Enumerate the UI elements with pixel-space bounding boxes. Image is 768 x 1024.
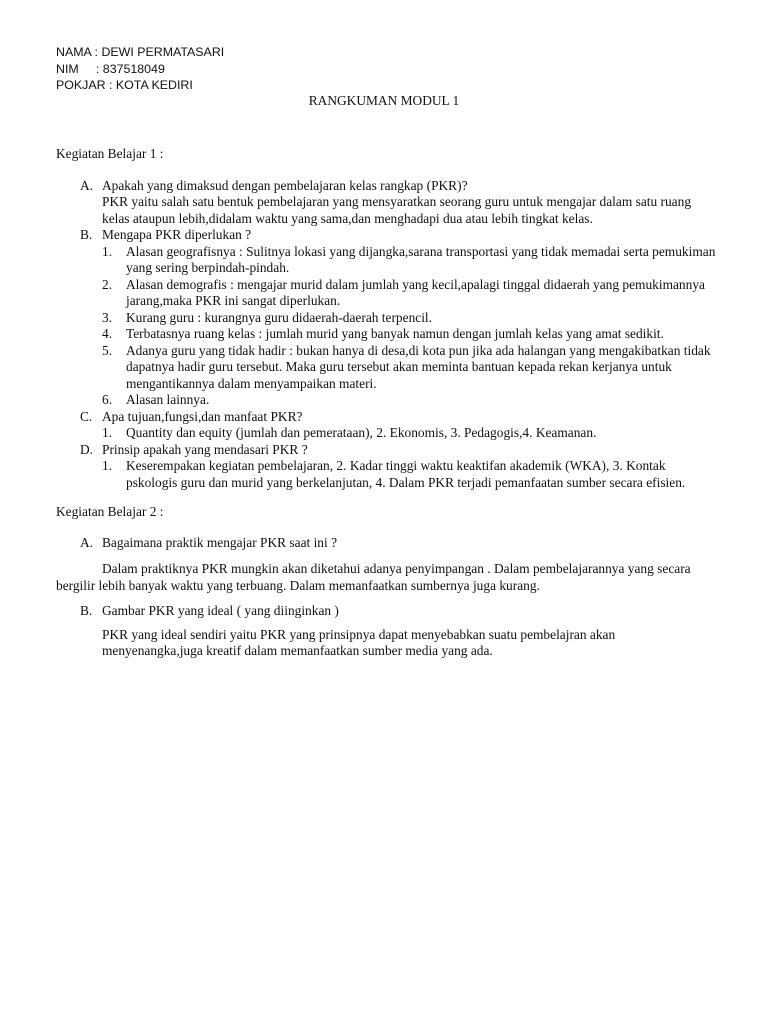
list-item	[56, 343, 716, 393]
document-title: RANGKUMAN MODUL 1	[308, 93, 460, 108]
list-item-text: Keserempakan kegiatan pembelajaran, 2. Kadar tinggi waktu keaktifan akademik (WKA), 3. Kontak pskologis guru dan murid yang berkelanjutan, 4. Dalam PKR terjadi pemanfaatan sumber secara efisien.	[126, 458, 686, 490]
list-marker: 4.	[102, 326, 113, 341]
document-body	[56, 146, 716, 660]
student-info-header	[56, 44, 224, 94]
student-pokjar: POKJAR : KOTA KEDIRI	[56, 78, 193, 92]
list-marker: 1.	[102, 458, 113, 473]
list-item	[56, 326, 716, 343]
student-nim: NIM : 837518049	[56, 61, 165, 76]
list-item	[56, 244, 716, 277]
list-marker: 2.	[102, 276, 113, 292]
answer-paragraph: PKR yang ideal sendiri yaitu PKR yang prinsipnya dapat menyebabkan suatu pembelajran akan menyenangka,juga kreatif dalam memanfaatkan sumber media yang ada.	[102, 626, 616, 658]
question-c	[56, 409, 716, 442]
list-marker: 3.	[102, 309, 113, 325]
question-text: Prinsip apakah yang mendasari PKR ?	[102, 441, 308, 457]
list-item-text: Adanya guru yang tidak hadir : bukan hanya di desa,di kota pun jika ada halangan yang mengakibatkan tidak dapatnya hadir guru tersebut. Maka guru tersebut akan meminta bantuan kepada rekan kerjanya untuk mengantikannya dalam menyampaikan materi.	[126, 342, 711, 391]
list-marker: 5.	[102, 342, 113, 358]
question-d	[56, 442, 716, 492]
list-item	[56, 392, 716, 409]
list-marker: A.	[80, 177, 94, 193]
section-heading-kb2: Kegiatan Belajar 2 :	[56, 504, 164, 519]
question-text: Gambar PKR yang ideal ( yang diinginkan )	[102, 603, 339, 618]
question-text: Apa tujuan,fungsi,dan manfaat PKR?	[102, 408, 303, 424]
question-b	[56, 227, 716, 409]
list-marker: B.	[80, 227, 93, 242]
list-item-text: Terbatasnya ruang kelas : jumlah murid yang banyak namun dengan jumlah kelas yang amat sedikit.	[126, 326, 664, 341]
list-marker: C.	[80, 408, 93, 424]
question-kb2-a	[56, 535, 716, 595]
list-item	[56, 425, 716, 442]
list-item	[56, 310, 716, 327]
answer-paragraph: Dalam praktiknya PKR mungkin akan diketahui adanya penyimpangan . Dalam pembelajarannya yang secara bergilir lebih banyak waktu yang terbuang. Dalam memanfaatkan sumbernya juga kurang.	[56, 561, 691, 593]
student-name: NAMA : DEWI PERMATASARI	[56, 45, 225, 59]
list-marker: D.	[80, 441, 94, 457]
section-heading-kb1: Kegiatan Belajar 1 :	[56, 146, 164, 161]
question-text: Apakah yang dimaksud dengan pembelajaran kelas rangkap (PKR)?	[102, 177, 468, 193]
question-kb2-b	[56, 603, 716, 660]
answer-text: PKR yaitu salah satu bentuk pembelajaran yang mensyaratkan seorang guru untuk mengajar dalam satu ruang kelas ataupun lebih,didalam waktu yang sama,dan menghadapi dua atau lebih tingkat kelas.	[102, 194, 692, 226]
list-marker: 6.	[102, 392, 113, 407]
question-text: Mengapa PKR diperlukan ?	[102, 227, 252, 242]
list-item	[56, 277, 716, 310]
list-item-text: Kurang guru : kurangnya guru didaerah-daerah terpencil.	[126, 309, 432, 325]
list-item	[56, 458, 716, 491]
list-item-text: Alasan demografis : mengajar murid dalam jumlah yang kecil,apalagi tinggal didaerah yang pemukimannya jarang,maka PKR ini sangat diperlukan.	[126, 276, 705, 308]
list-item-text: Alasan geografisnya : Sulitnya lokasi yang dijangka,sarana transportasi yang tidak memadai serta pemukiman yang sering berpindah-pindah.	[126, 243, 716, 275]
list-item-text: Alasan lainnya.	[126, 392, 210, 407]
question-text: Bagaimana praktik mengajar PKR saat ini ?	[102, 534, 338, 550]
list-marker: A.	[80, 534, 94, 550]
list-item-text: Quantity dan equity (jumlah dan pemerataan), 2. Ekonomis, 3. Pedagogis,4. Keamanan.	[126, 425, 597, 440]
list-marker: 1.	[102, 425, 113, 440]
list-marker: B.	[80, 603, 93, 618]
list-marker: 1.	[102, 243, 113, 259]
question-a	[56, 178, 716, 228]
